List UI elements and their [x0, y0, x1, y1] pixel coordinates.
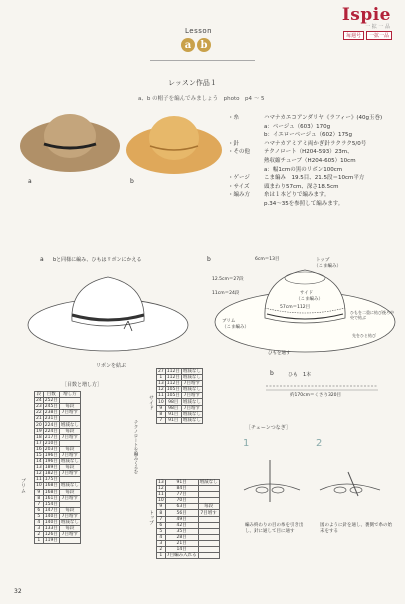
table-cell: 42目	[165, 522, 198, 528]
table-cell: 11	[36, 477, 42, 483]
string-length: 約170cm＝くさり320目	[290, 393, 342, 398]
table-row	[157, 553, 220, 559]
spec-value: こま編み 19.5目、21.5段＝10cm平方	[264, 175, 365, 182]
spec-value: p.34～35を参照して編みます。	[264, 200, 344, 207]
spec-key: ・編み方	[228, 192, 251, 199]
spec-value: テクノロート（H204-593）23m、	[264, 149, 353, 156]
side-label: サイド	[300, 291, 314, 296]
letter-a: a	[181, 38, 195, 52]
table-row	[157, 393, 203, 399]
spec-row	[228, 191, 398, 200]
spec-value: ハマナカアミアミ両かぎ針ラクラク5/0号	[264, 140, 367, 147]
lesson-label: Lesson	[185, 27, 213, 35]
table-cell: 7目編み入れる	[166, 553, 197, 559]
table-cell: 毎段	[59, 446, 80, 452]
table-cell: 7目増す	[59, 532, 80, 538]
spec-key	[228, 157, 264, 166]
table-cell: 9	[157, 405, 166, 411]
table-cell: 91目	[165, 417, 181, 423]
table-cell: 196目	[44, 452, 58, 458]
table-cell: 21目	[165, 540, 198, 546]
table-left	[34, 391, 81, 544]
table-cell: 7目増す	[181, 405, 202, 411]
table-cell: 4	[157, 534, 166, 540]
spec-row	[228, 157, 398, 166]
table-cell: 増減なし	[60, 483, 79, 489]
table-cell: 10	[158, 399, 164, 405]
table-cell: 224目	[44, 422, 58, 428]
table-cell: 増減なし	[182, 399, 201, 405]
spec-row	[228, 131, 398, 140]
table-cell: 189目	[44, 465, 58, 471]
table-cell: 210目	[44, 440, 58, 446]
table-cell: 22	[36, 410, 42, 416]
spec-row	[228, 200, 398, 209]
table-cell: 毎段	[59, 507, 80, 513]
spec-key: ・糸	[228, 115, 240, 121]
table-cell: 増減なし	[60, 459, 79, 465]
table-cell: 増減なし	[182, 369, 201, 375]
top-section-label: トップ	[148, 510, 154, 525]
table-row	[35, 434, 81, 440]
table-cell: 84目	[165, 486, 198, 492]
chain-step1-text: 編み終わりの目の糸を引き出し、針に通して目に通す	[245, 523, 304, 534]
table-cell: 5	[35, 513, 44, 519]
table-cell: 11	[158, 492, 164, 498]
table-row	[35, 410, 81, 416]
table-cell: 10	[36, 483, 42, 489]
table-row	[35, 446, 81, 452]
table-cell: 7目増す	[198, 510, 219, 516]
table-right-top	[156, 368, 203, 424]
table-cell: 7目増す	[59, 434, 80, 440]
photo-label-b: b	[130, 178, 134, 185]
page-title: レッスン作品１	[168, 79, 217, 87]
table-row	[35, 465, 81, 471]
table-cell: 147目	[44, 507, 58, 513]
page-number: 32	[14, 588, 22, 595]
spec-value: ハマナカエコアンダリヤ《ラフィー》(40g玉巻)	[264, 115, 383, 121]
table-row	[35, 538, 81, 544]
string-pass-note: ひもを通す	[268, 351, 291, 356]
dims-side: 12.5cm＝27段	[212, 277, 244, 282]
string-label: b	[270, 370, 274, 377]
table-cell: 161目	[44, 495, 58, 501]
table-cell: 4	[35, 519, 44, 525]
chain-step1: 1	[243, 438, 250, 449]
chain-string	[262, 380, 382, 392]
table-cell: 70目	[165, 498, 198, 504]
table-cell: 5	[157, 528, 166, 534]
table-cell: 112目	[166, 369, 180, 375]
table-cell: 増減なし	[182, 375, 201, 381]
table-cell: 増減なし	[182, 387, 201, 393]
table-cell: 252目	[44, 398, 58, 404]
table-cell: 8	[157, 411, 166, 417]
table-cell: 増減なし	[182, 411, 201, 417]
table-cell: 119目	[44, 538, 58, 544]
table-row	[35, 483, 81, 489]
table-cell: 毎段	[59, 428, 80, 434]
table-cell: 182目	[44, 471, 58, 477]
spec-key	[228, 200, 264, 209]
table-cell: 133目	[44, 526, 58, 532]
table-cell	[198, 553, 219, 559]
diagram-a-note: bと同様に編み、ひもはリボンにかえる	[53, 257, 142, 263]
table-cell: 112目	[166, 375, 180, 381]
brim-label: ブリム	[222, 319, 236, 324]
table-cell: 238目	[44, 410, 58, 416]
table-cell: 7	[157, 417, 166, 423]
table-cell: 196目	[44, 459, 58, 465]
table-row	[35, 404, 81, 410]
table-cell: 17	[36, 440, 42, 446]
table-cell: 7	[35, 501, 44, 507]
table-header: 段	[35, 392, 44, 398]
chain-illustration	[240, 450, 400, 520]
table-cell: 8	[35, 495, 44, 501]
table-cell: 1	[157, 553, 166, 559]
spec-row	[228, 114, 398, 123]
string-title: ひも 1本	[288, 372, 312, 378]
table-cell: 7目増す	[181, 393, 202, 399]
table-cell: 231目	[44, 416, 58, 422]
spec-row	[228, 140, 398, 149]
tie-note: ひもを二重に結び後ろ中央で結ぶ	[350, 310, 394, 320]
spec-row	[228, 148, 398, 157]
chain-title: ［チェーンつなぎ］	[246, 425, 291, 431]
table-cell: 13	[158, 480, 164, 486]
table-cell: 増減なし	[60, 520, 79, 526]
table-cell: 21	[36, 416, 42, 422]
table-cell: 13	[158, 381, 164, 387]
divider	[150, 60, 255, 61]
spec-key	[228, 123, 264, 132]
spec-key: ・サイズ	[228, 183, 250, 190]
table-cell: 12	[158, 387, 164, 393]
table-row	[157, 417, 203, 423]
chain-step2: 2	[316, 438, 323, 449]
brand-badge-left: 毎週号	[343, 31, 364, 40]
table-cell: 14目	[165, 547, 198, 553]
spec-key	[228, 166, 264, 175]
spec-row	[228, 174, 398, 183]
table-cell: 23	[36, 404, 42, 410]
diagram-b-label: b	[207, 256, 211, 263]
table-row	[35, 422, 81, 428]
table-cell: 112目	[166, 381, 180, 387]
spec-key	[228, 131, 264, 140]
table-cell: 1	[35, 538, 44, 544]
table-cell: 35目	[165, 528, 198, 534]
diagram-a-ribbon-note: リボンを結ぶ	[96, 363, 127, 369]
table-cell: 6	[35, 507, 44, 513]
table-cell: 105目	[166, 393, 180, 399]
specs-list	[228, 114, 398, 209]
table-cell: 175目	[44, 477, 58, 483]
table-cell: 168目	[44, 483, 58, 489]
table-cell: 6	[157, 522, 166, 528]
table-cell: 7目増す	[181, 381, 202, 387]
brand-subtitle: 一 拡 一 品	[365, 24, 390, 30]
table-cell: 毎段	[59, 526, 80, 532]
table-cell: 12	[36, 471, 42, 477]
page-subtitle: a、b の帽子を編んでみましょう photo p4 ～ 5	[138, 96, 265, 102]
spec-key: ・針	[228, 140, 240, 147]
table-row	[35, 452, 81, 458]
top-sub: （こま編み）	[314, 264, 341, 269]
side-section-label: サイド	[148, 395, 154, 410]
table-cell: 27	[158, 369, 164, 375]
table-cell: 毎段	[59, 404, 80, 410]
brand-badge-right: 一拡一品	[366, 31, 392, 40]
table-cell: 168目	[44, 489, 58, 495]
table-cell: 56目	[165, 510, 198, 516]
table-cell: 98目	[165, 399, 181, 405]
table-cell: 140目	[44, 520, 58, 526]
table-title: ［目数と増し方］	[62, 382, 103, 388]
table-cell: 20	[36, 422, 42, 428]
table-cell: 1	[157, 375, 166, 381]
table-cell: 7目増す	[59, 513, 80, 519]
spec-value: a：ベージュ（603）170g	[264, 123, 331, 130]
spec-row	[228, 166, 398, 175]
table-cell: 91目	[165, 411, 181, 417]
table-cell: 13	[36, 465, 42, 471]
hat-a-crown	[44, 114, 96, 158]
table-cell: 28目	[165, 534, 198, 540]
side-sub: （こま編み）	[296, 297, 323, 302]
table-cell: 7目増す	[59, 471, 80, 477]
table-cell: 77目	[165, 492, 198, 498]
table-cell: 49目	[165, 516, 198, 522]
table-cell: 10	[158, 498, 164, 504]
table-row	[35, 428, 81, 434]
table-cell: 16	[36, 446, 42, 452]
lesson-letters	[181, 38, 211, 52]
table-cell: 98目	[165, 405, 181, 411]
table-cell: 8	[157, 510, 166, 516]
table-cell: 増減なし	[199, 480, 218, 486]
table-cell: 15	[36, 452, 42, 458]
brim-section-label: ブリム	[20, 478, 26, 493]
table-cell	[59, 538, 80, 544]
table-row	[157, 381, 203, 387]
side-width: 57cm＝112目	[280, 305, 311, 310]
table-header: 目数	[43, 392, 59, 398]
spec-value: 頭まわり57cm、深さ18.5cm	[264, 183, 339, 190]
spec-value: b：イエローベージュ（602）175g	[264, 132, 353, 139]
table-cell: 毎段	[198, 504, 219, 510]
table-cell: 7目増す	[59, 452, 80, 458]
spec-key: ・ゲージ	[228, 175, 250, 182]
diagram-a-hat	[20, 265, 195, 370]
techno-note: テクノロートを編みくるむ	[133, 420, 138, 474]
table-cell: 9	[35, 489, 44, 495]
table-row	[157, 369, 203, 375]
table-cell: 245目	[44, 404, 58, 410]
chain-step2-text: 図のように針を通し、裏側で糸の始末をする	[320, 523, 392, 534]
table-row	[157, 387, 203, 393]
table-cell: 増減なし	[60, 422, 79, 428]
table-cell: 増減なし	[182, 417, 201, 423]
top-width: 6cm＝13目	[255, 257, 280, 262]
table-cell: 126目	[44, 532, 58, 538]
table-cell: 3	[157, 540, 166, 546]
table-cell: 9	[157, 504, 166, 510]
table-right-bottom	[156, 479, 220, 559]
diagram-a-label: a	[40, 256, 44, 263]
table-cell: 91目	[165, 480, 198, 486]
brim-depth: 11cm＝24段	[212, 291, 240, 296]
brand-logo: Ispie	[341, 5, 391, 25]
hat-photos	[14, 100, 224, 190]
table-cell: 217目	[44, 434, 58, 440]
spec-key: ・その他	[228, 149, 251, 156]
table-cell: 63目	[165, 504, 198, 510]
table-row	[35, 471, 81, 477]
table-cell: 14	[36, 459, 42, 465]
table-cell: 19	[36, 428, 42, 434]
table-cell: 7目増す	[59, 410, 80, 416]
spec-value: 熱収縮チューブ（H204-605）10cm	[264, 157, 356, 164]
table-header: 増し方	[59, 392, 80, 398]
table-cell: 18	[36, 434, 42, 440]
table-cell: 12	[158, 486, 164, 492]
table-cell: 224目	[44, 428, 58, 434]
hat-b-crown	[149, 116, 199, 160]
table-cell: 毎段	[59, 465, 80, 471]
top-label: トップ	[316, 258, 330, 263]
spec-row	[228, 183, 398, 192]
table-cell: 154目	[44, 501, 58, 507]
table-cell: 毎段	[59, 489, 80, 495]
table-cell: 105目	[166, 387, 180, 393]
table-cell: 203目	[44, 446, 58, 452]
spec-value: 糸は１本どりで編みます。	[264, 192, 330, 199]
table-cell: 7目増す	[59, 495, 80, 501]
table-cell: 2	[157, 547, 166, 553]
table-row	[35, 459, 81, 465]
spec-value: a：幅1cmの黒のリボン100cm	[264, 166, 343, 173]
photo-label-a: a	[28, 178, 32, 185]
table-cell: 11	[158, 393, 164, 399]
spec-row	[228, 123, 398, 132]
brand-badge	[343, 31, 392, 40]
table-cell: 3	[35, 526, 44, 532]
letter-b: b	[197, 38, 211, 52]
brim-sub: （こま編み）	[222, 325, 249, 330]
tip-note: 先をひと結び	[352, 333, 376, 338]
table-cell: 24	[36, 398, 42, 404]
table-cell: 7	[157, 516, 166, 522]
table-cell: 140目	[44, 513, 58, 519]
table-cell: 2	[35, 532, 44, 538]
